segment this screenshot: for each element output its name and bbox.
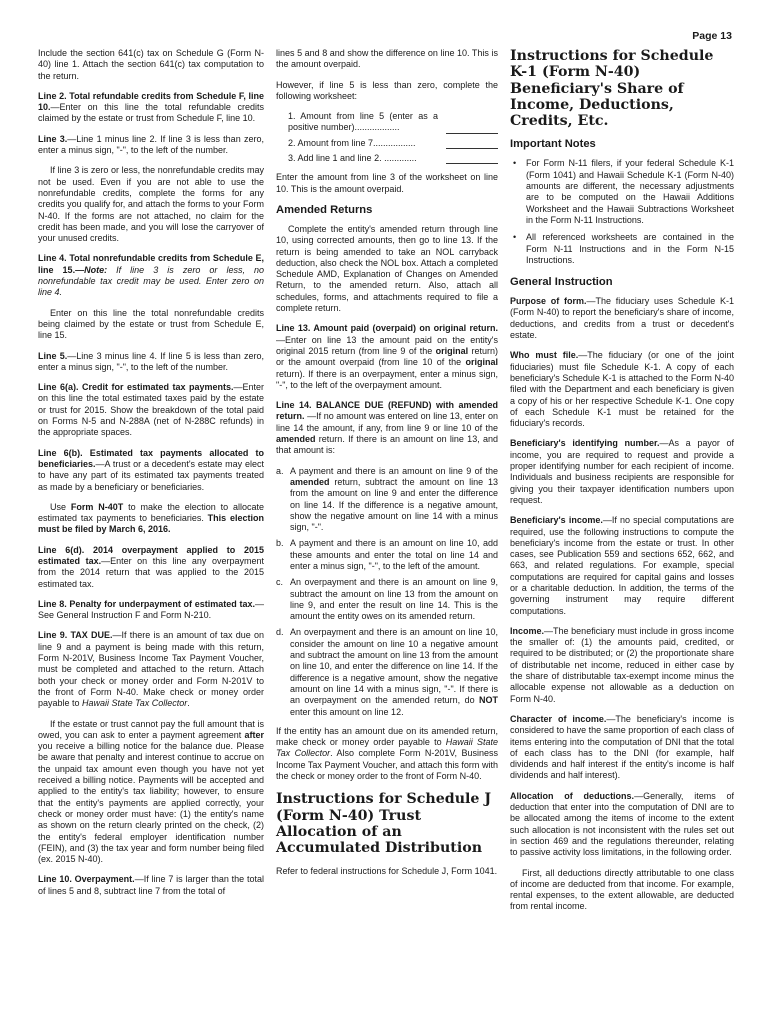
line-3-heading: Line 3. [38, 133, 68, 144]
paragraph-income: Income.—The beneficiary must include in gross income the smaller of: (1) the amounts paid, credited, or required to be distributed; or (2) the proportionate share of distributable net income, reduced in either case by the share of distributable tax-exempt income minus the allocable expense not allowable as a deduction on Form N-40. [510, 625, 734, 704]
schedule-j-heading: Instructions for Schedule J (Form N-40) Trust Allocation of an Accumulated Distribution [276, 791, 492, 857]
worksheet-line-3: 3. Add line 1 and line 2. ............. [288, 153, 498, 164]
paragraph-line-9: Line 9. TAX DUE.—If there is an amount of tax due on line 9 and a payment is being made with this return, Form N-201V, Business Income Tax Payment Voucher, must be completed and attached to the return. Attach both your check or money order and Form N-201V to the front of Form N-40. Make check or money order payable to Hawaii State Tax Collector. [38, 630, 264, 709]
paragraph-amount-due: If the entity has an amount due on its amended return, make check or money order payable to Hawaii State Tax Collector. Also complete Form N-201V, Business Income Tax Payment Voucher, and attach this form with the check or money order to the front of Form N-40. [276, 725, 498, 782]
paragraph-beneficiary-income: Beneficiary's income.—If no special computations are required, use the following instructions to compute the beneficiary's income from the estate or trust. In other cases, see Publication 559 and sections 652, 662, and 663, and related regulations. For example, special computations are required for capital gains and losses or a charitable deduction. In addition, the terms of the governing instrument may require different computations. [510, 515, 734, 616]
worksheet-entry-line [446, 153, 498, 164]
line-2-heading: Line 2. Total refundable credits from Schedule F, line 10. [38, 90, 264, 113]
paragraph-amended: Complete the entity's amended return through line 10, using corrected amounts, then go to line 13. If the return is being amended to take an NOL carryback deduction, also check the NOL box. Attach a completed Schedule AMD, Explanation of Changes on Amended Return, to the amended return. Also, attach all schedules, forms, and attachments required to file a complete return. [276, 223, 498, 314]
line-8-heading: Line 8. Penalty for underpayment of estimated tax. [38, 598, 255, 609]
worksheet-line-2: 2. Amount from line 7................. [288, 138, 498, 149]
column-right [510, 48, 734, 922]
list-item: a. A payment and there is an amount on line 9 of the amended return, subtract the amount on line 13 from the amount on line 9 and enter the difference on line 14. If the difference is a negative amount, show the negative amount on line 14 with a minus sign, "-". [276, 465, 498, 533]
line-9-heading: Line 9. TAX DUE. [38, 630, 113, 641]
amended-returns-heading: Amended Returns [276, 203, 373, 216]
identifying-number-heading: Beneficiary's identifying number. [510, 438, 660, 449]
purpose-heading: Purpose of form. [510, 296, 587, 307]
paragraph-allocation: Allocation of deductions.—Generally, items of deduction that enter into the computation of DNI are to be allocated among the items of income to the extent such allocation is not inconsistent with the rules set out in section 469 and the regulations thereunder, relating to passive activity loss limitations, in the following order. [510, 790, 734, 858]
worksheet-entry-line [446, 123, 498, 134]
list-item: d. An overpayment and there is an amount on line 10, consider the amount on line 10 a negative amount and subtract the amount on line 13 from the amount on line 10, and enter the difference on line 14. If the difference is a negative amount, show the negative amount on line 14 with a minus sign, "-". If there is an overpayment on the amended return, do NOT enter this amount on line 12. [276, 627, 498, 717]
paragraph-line-6d: Line 6(d). 2014 overpayment applied to 2015 estimated tax.—Enter on this line any overpayment from the 2014 return that was applied to the 2015 estimated tax. [38, 544, 264, 589]
paragraph-first-deductions: First, all deductions directly attributable to one class of income are deducted from that income. For example, rental expenses, to the extent allowable, are deducted from rental income. [510, 867, 734, 912]
column-middle [276, 48, 498, 886]
paragraph-schedule-j: Refer to federal instructions for Schedule J, Form 1041. [276, 865, 498, 876]
line-6b-heading: Line 6(b). Estimated tax payments allocated to beneficiaries. [38, 447, 264, 469]
paragraph-641c: Include the section 641(c) tax on Schedule G (Form N-40) line 1. Attach the section 641(c) tax computation to the return. [38, 48, 264, 81]
line-10-heading: Line 10. Overpayment. [38, 874, 135, 885]
paragraph-line-3-note: If line 3 is zero or less, the nonrefundable credits may not be used. Even if you are not able to use the nonrefundable credits, complete the forms for any credits you qualify for, and attach the forms to your Form N-40. If the forms are not attached, no claim for the credit has been made, and you will lose the carryover of your unused credits. [38, 165, 264, 244]
paragraph-line-13: Line 13. Amount paid (overpaid) on original return. —Enter on line 13 the amount paid on the entity's original 2015 return (from line 9 of the original return) or the amount overpaid (from line 10 of the original return). If there is an overpayment, enter a minus sign, "-", to the left of the overpayment amount. [276, 323, 498, 390]
list-item: • For Form N-11 filers, if your federal Schedule K-1 (Form 1041) and Hawaii Schedule K-1 (Form N-40) amounts are different, the necessary adjustments are to be computed on the Hawaii Additions Worksheet and the Hawaii Subtractions Worksheet in the Form N-11 Instructions. [510, 158, 734, 226]
paragraph-line-4-body: Enter on this line the total nonrefundable credits being claimed by the estate or trust from Schedule E, line 15. [38, 307, 264, 341]
worksheet-line-1: 1. Amount from line 5 (enter as a positive number).................. [288, 111, 498, 134]
list-item: b. A payment and there is an amount on line 10, add these amounts and enter the total on line 14 and enter a minus sign, "-", to the left of the amount. [276, 538, 498, 571]
line-6d-heading: Line 6(d). 2014 overpayment applied to 2015 estimated tax. [38, 544, 264, 566]
paragraph-line-4: Line 4. Total nonrefundable credits from Schedule E, line 15.—Note: If line 3 is zero or less, no nonrefundable tax credit may be used. Enter zero on line 4. [38, 253, 265, 298]
line-14-cases [276, 466, 498, 718]
line-6a-heading: Line 6(a). Credit for estimated tax payments. [38, 382, 234, 393]
paragraph-line-10-cont: lines 5 and 8 and show the difference on line 10. This is the amount overpaid. [276, 48, 498, 70]
general-instruction-heading: General Instruction [510, 276, 613, 289]
important-notes-list [510, 158, 734, 266]
character-of-income-heading: Character of income. [510, 713, 607, 724]
worksheet-entry-line [446, 138, 498, 149]
important-notes-heading: Important Notes [510, 138, 596, 151]
paragraph-who-must-file: Who must file.—The fiduciary (or one of the joint fiduciaries) must file Schedule K-1. A copy of each beneficiary's Schedule K-1 is attached to the Form N-40 filed with the Department and each beneficiary is given a copy of his or her respective Schedule K-1. One copy of each Schedule K-1 must be retained for the fiduciary's records. [510, 350, 734, 429]
paragraph-line-8: Line 8. Penalty for underpayment of estimated tax.—See General Instruction F and Form N-210. [38, 598, 264, 621]
column-left [38, 48, 264, 906]
paragraph-line-3: Line 3.—Line 1 minus line 2. If line 3 is less than zero, enter a minus sign, "-", to the left of the number. [38, 133, 264, 156]
line-5-heading: Line 5. [38, 350, 68, 361]
line-4-heading: Line 4. Total nonrefundable credits from Schedule E, line 15. [38, 253, 264, 275]
paragraph-form-n40t: Use Form N-40T to make the election to allocate estimated tax payments to beneficiaries. This election must be filed by March 6, 2016. [38, 501, 264, 535]
paragraph-identifying-number: Beneficiary's identifying number.—As a payor of income, you are required to request and provide a proper identifying number for each recipient of income. Individuals and business recipients are responsible for giving you their taxpayer identification numbers upon request. [510, 438, 734, 505]
paragraph-character-of-income: Character of income.—The beneficiary's income is considered to have the same proportion of each class of items entering into the computation of DNI that the total of each class has to the DNI (for example, half dividends and half interest if the entity's income is half dividends and half interest). [510, 713, 735, 781]
allocation-heading: Allocation of deductions. [510, 790, 635, 801]
list-item: c. An overpayment and there is an amount on line 9, subtract the amount on line 13 from the amount on line 9, and enter the result on line 14. This is the amount the entity owes on its amended return. [276, 577, 498, 622]
overpayment-worksheet [288, 111, 498, 164]
who-must-file-heading: Who must file. [510, 350, 579, 361]
paragraph-worksheet-intro: However, if line 5 is less than zero, complete the following worksheet: [276, 79, 498, 101]
income-heading: Income. [510, 625, 545, 636]
page-number: Page 13 [692, 30, 732, 42]
line-13-heading: Line 13. Amount paid (overpaid) on original return. [276, 323, 498, 334]
paragraph-line-14: Line 14. BALANCE DUE (REFUND) with amended return. —If no amount was entered on line 13, enter on line 14 the amount, if any, from line 9 or line 10 of the amended return. If there is an amount on line 13, and that amount is: [276, 400, 498, 456]
paragraph-worksheet-result: Enter the amount from line 3 of the worksheet on line 10. This is the amount overpaid. [276, 172, 498, 194]
paragraph-payment-agreement: If the estate or trust cannot pay the full amount that is owed, you can ask to enter a payment agreement after you receive a billing notice for the balance due. Please be aware that penalty and interest continue to accrue on the unpaid tax amount even though you have not yet received a billing notice. Payments will be accepted and applied to the entity's tax liability; however, to ensure that the entity's payments are applied correctly, your check or money order must have: (1) the entity's name as shown on the return clearly printed on the check, (2) the entity's federal employer identification number (FEIN), and (3) the tax year and form number being filed (ex. 2015 N-40). [38, 718, 264, 865]
list-item: • All referenced worksheets are contained in the Form N-11 Instructions and in the Form N-15 Instructions. [510, 232, 734, 266]
paragraph-line-10: Line 10. Overpayment.—If line 7 is larger than the total of lines 5 and 8, subtract line 7 from the total of [38, 874, 264, 896]
paragraph-line-6b: Line 6(b). Estimated tax payments allocated to beneficiaries.—A trust or a decedent's estate may elect to have any part of its estimated tax payments treated as made by a beneficiary or beneficiaries. [38, 447, 264, 492]
schedule-k1-heading: Instructions for Schedule K-1 (Form N-40) Beneficiary's Share of Income, Deductions, Credits, Etc. [510, 48, 714, 130]
paragraph-line-5: Line 5.—Line 3 minus line 4. If line 5 is less than zero, enter a minus sign, "-", to the left of the number. [38, 350, 264, 372]
paragraph-purpose: Purpose of form.—The fiduciary uses Schedule K-1 (Form N-40) to report the beneficiary's share of income, deductions, and credits from a trust or decedent's estate. [510, 296, 734, 341]
line-14-heading: Line 14. BALANCE DUE (REFUND) with amended return. [276, 400, 498, 422]
paragraph-line-2: Line 2. Total refundable credits from Schedule F, line 10.—Enter on this line the total refundable credits claimed by the estate or trust from Schedule F, line 10. [38, 90, 264, 124]
paragraph-line-6a: Line 6(a). Credit for estimated tax payments.—Enter on this line the total estimated taxes paid by the estate or trust for 2015. Show the breakdown of the total paid on Forms N-5 and N-288A (net of N-288C refunds) in the appropriate spaces. [38, 382, 264, 438]
beneficiary-income-heading: Beneficiary's income. [510, 515, 603, 526]
